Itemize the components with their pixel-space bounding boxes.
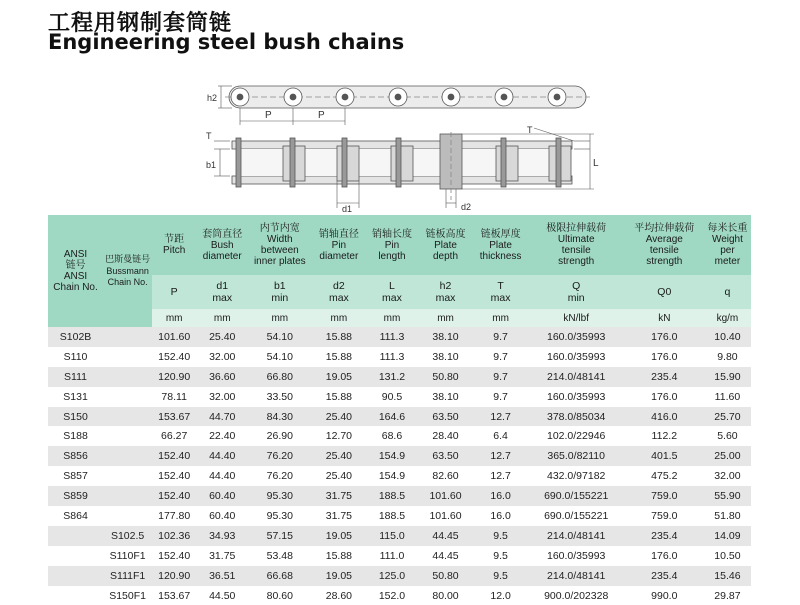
label-pitch-1: P — [265, 110, 272, 121]
bussmann-chain-no: S102.5 — [110, 529, 145, 542]
table-cell: 19.05 — [325, 370, 353, 383]
table-cell: 176.0 — [651, 549, 678, 562]
table-cell: 154.9 — [378, 470, 406, 483]
column-symbol — [528, 275, 625, 309]
table-cell: 176.0 — [651, 330, 678, 343]
table-cell: 80.60 — [266, 589, 293, 602]
symbol-limit: max — [212, 292, 233, 304]
table-cell: 153.67 — [158, 589, 191, 602]
column-header-cn: 平均拉伸载荷 — [634, 223, 695, 234]
symbol-text: d1 — [216, 280, 229, 292]
column-header-en: Pin — [331, 239, 347, 251]
ansi-chain-no: S111 — [64, 370, 88, 383]
table-cell: 28.40 — [432, 430, 459, 443]
table-cell: 154.9 — [378, 450, 406, 463]
table-cell: 50.80 — [432, 569, 459, 582]
column-symbol — [196, 275, 248, 309]
table-cell: 176.0 — [651, 350, 678, 363]
column-header-en: Ultimate — [557, 234, 595, 245]
column-unit: kN — [625, 309, 704, 327]
table-cell: 15.88 — [325, 390, 353, 403]
table-cell: 44.45 — [432, 549, 459, 562]
header-row-symbols — [48, 275, 751, 309]
column-header-cn: 节距 — [164, 234, 185, 245]
column-header-en: per — [720, 245, 735, 256]
table-cell: 176.0 — [651, 390, 678, 403]
table-cell: 759.0 — [651, 509, 678, 522]
ansi-chain-no: S188 — [63, 430, 88, 443]
table-cell: 9.5 — [493, 529, 508, 542]
table-cell: 60.40 — [209, 490, 236, 503]
bussmann-header: 巴斯曼链号 Bussmann Chain No. — [103, 215, 152, 327]
table-cell: 76.20 — [266, 450, 293, 463]
table-cell: 188.5 — [378, 490, 406, 503]
column-header-cn: 极限拉伸载荷 — [546, 223, 607, 234]
column-symbol — [366, 275, 417, 309]
table-cell: 378.0/85034 — [546, 410, 606, 423]
symbol-limit: max — [490, 292, 511, 304]
table-cell: 34.93 — [209, 529, 236, 542]
specification-table — [48, 215, 751, 605]
table-cell: 55.90 — [714, 490, 741, 503]
table-cell: 365.0/82110 — [547, 450, 605, 463]
symbol-text: q — [724, 286, 731, 298]
table-cell: 12.0 — [490, 589, 511, 602]
column-header-en: between — [260, 245, 299, 256]
column-header — [248, 215, 311, 275]
table-cell: 10.50 — [714, 549, 741, 562]
column-header-en: depth — [433, 250, 459, 262]
table-cell: 25.00 — [714, 450, 741, 463]
column-header-en: length — [378, 250, 406, 262]
symbol-text: L — [389, 280, 395, 292]
table-cell: 11.60 — [714, 390, 741, 403]
table-cell: 9.80 — [717, 350, 738, 363]
table-row — [48, 526, 751, 546]
table-cell: 111.0 — [379, 549, 405, 562]
title-chinese: 工程用钢制套筒链 — [48, 11, 233, 36]
table-row — [48, 327, 751, 347]
table-cell: 33.50 — [266, 390, 293, 403]
column-header-cn: 内节内宽 — [259, 223, 300, 234]
table-body — [48, 327, 751, 605]
column-symbol — [152, 275, 196, 309]
table-cell: 475.2 — [651, 470, 678, 483]
symbol-limit: max — [382, 292, 402, 304]
bussmann-chain-no — [103, 486, 152, 506]
table-cell: 111.3 — [379, 350, 405, 363]
table-cell: 101.60 — [158, 330, 191, 343]
header-row-names — [48, 215, 751, 275]
table-cell: 152.40 — [158, 350, 191, 363]
column-header — [474, 215, 528, 275]
label-t-left: T — [206, 131, 212, 141]
table-cell: 152.40 — [158, 490, 191, 503]
table-cell: 432.0/97182 — [546, 470, 606, 483]
table-cell: 102.0/22946 — [546, 430, 606, 443]
table-cell: 29.87 — [714, 589, 741, 602]
column-header-en: diameter — [319, 250, 359, 262]
column-header-en: thickness — [479, 250, 522, 262]
table-row — [48, 347, 751, 367]
column-header-en: Pitch — [163, 245, 186, 256]
table-cell: 235.4 — [651, 569, 678, 582]
symbol-text: h2 — [439, 280, 452, 292]
column-header-en: Bush — [210, 239, 234, 251]
table-cell: 101.60 — [429, 490, 462, 503]
table-cell: 12.70 — [325, 430, 353, 443]
column-header-cn: 链板高度 — [425, 228, 466, 240]
table-cell: 152.40 — [158, 450, 191, 463]
table-cell: 25.70 — [714, 410, 741, 423]
bussmann-chain-no — [103, 367, 152, 387]
table-cell: 28.60 — [325, 589, 353, 602]
label-b1: b1 — [206, 160, 217, 170]
table-cell: 900.0/202328 — [544, 589, 609, 602]
table-cell: 15.88 — [325, 330, 353, 343]
bussmann-chain-no — [103, 407, 152, 427]
table-cell: 235.4 — [651, 370, 678, 383]
symbol-text: b1 — [273, 280, 286, 292]
table-cell: 31.75 — [325, 509, 353, 522]
table-row — [48, 506, 751, 526]
column-symbol — [474, 275, 528, 309]
table-cell: 32.00 — [714, 470, 741, 483]
table-cell: 16.0 — [490, 490, 511, 503]
table-cell: 690.0/155221 — [544, 509, 609, 522]
table-cell: 44.45 — [432, 529, 459, 542]
symbol-limit: max — [328, 292, 349, 304]
column-header — [625, 215, 704, 275]
column-header-cn: 销轴长度 — [371, 228, 412, 240]
title-english: Engineering steel bush chains — [48, 30, 405, 54]
column-unit: mm — [196, 309, 248, 327]
dimension-t-left — [214, 141, 230, 149]
table-cell: 31.75 — [325, 490, 353, 503]
table-cell: 26.90 — [266, 430, 293, 443]
table-row — [48, 367, 751, 387]
column-header — [704, 215, 751, 275]
table-cell: 38.10 — [432, 390, 459, 403]
column-header — [311, 215, 366, 275]
table-cell: 60.40 — [209, 509, 236, 522]
bussmann-chain-no — [103, 446, 152, 466]
column-header-en: strength — [646, 256, 683, 267]
table-cell: 120.90 — [158, 569, 191, 582]
label-d1: d1 — [342, 204, 353, 214]
symbol-limit: min — [271, 292, 289, 304]
table-cell: 416.0 — [651, 410, 678, 423]
symbol-limit: min — [567, 292, 585, 304]
bussmann-chain-no: S110F1 — [109, 549, 146, 562]
chain-side-view — [225, 86, 590, 108]
column-unit: mm — [474, 309, 528, 327]
column-symbol — [417, 275, 473, 309]
table-row — [48, 566, 751, 586]
symbol-text: P — [170, 286, 178, 298]
table-cell: 25.40 — [325, 450, 353, 463]
column-unit: mm — [248, 309, 311, 327]
column-unit: kg/m — [704, 309, 751, 327]
table-cell: 66.27 — [161, 430, 188, 443]
column-header-cn: 套筒直径 — [202, 228, 243, 240]
bussmann-chain-no — [103, 426, 152, 446]
table-cell: 401.5 — [651, 450, 678, 463]
table-cell: 53.48 — [266, 549, 293, 562]
table-cell: 15.46 — [714, 569, 741, 582]
table-cell: 153.67 — [158, 410, 191, 423]
label-t-right: T — [527, 125, 533, 135]
table-cell: 125.0 — [378, 569, 406, 582]
table-cell: 57.15 — [266, 529, 293, 542]
table-cell: 66.68 — [266, 569, 293, 582]
table-cell: 160.0/35993 — [546, 549, 606, 562]
table-cell: 214.0/48141 — [546, 529, 606, 542]
column-unit: mm — [152, 309, 196, 327]
table-cell: 9.7 — [493, 330, 508, 343]
table-cell: 5.60 — [717, 430, 738, 443]
table-cell: 54.10 — [266, 330, 293, 343]
bussmann-chain-no — [103, 506, 152, 526]
ansi-chain-no: S110 — [63, 350, 88, 363]
table-cell: 76.20 — [266, 470, 293, 483]
table-cell: 9.5 — [493, 569, 508, 582]
table-row — [48, 466, 751, 486]
label-d2: d2 — [461, 202, 472, 212]
table-cell: 63.50 — [432, 410, 459, 423]
table-row — [48, 426, 751, 446]
table-cell: 32.00 — [209, 390, 236, 403]
table-cell: 102.36 — [158, 529, 191, 542]
table-cell: 160.0/35993 — [546, 330, 606, 343]
table-cell: 38.10 — [432, 350, 459, 363]
table-cell: 690.0/155221 — [544, 490, 609, 503]
ansi-header: ANSI 链号 ANSI Chain No. — [48, 215, 103, 327]
column-header — [196, 215, 248, 275]
ansi-chain-no — [48, 566, 103, 586]
table-cell: 160.0/35993 — [546, 390, 606, 403]
table-cell: 12.7 — [490, 410, 511, 423]
table-row — [48, 407, 751, 427]
table-cell: 38.10 — [432, 330, 459, 343]
table-cell: 31.75 — [209, 549, 236, 562]
table-cell: 36.60 — [209, 370, 236, 383]
table-cell: 9.5 — [493, 549, 508, 562]
column-header-en: Weight — [711, 234, 743, 245]
table-cell: 95.30 — [266, 509, 293, 522]
ansi-chain-no: S102B — [59, 330, 92, 343]
bussmann-chain-no — [103, 347, 152, 367]
column-header — [417, 215, 473, 275]
table-cell: 19.05 — [325, 529, 353, 542]
table-cell: 990.0 — [651, 589, 678, 602]
table-cell: 15.90 — [714, 370, 741, 383]
bussmann-chain-no: S150F1 — [109, 589, 146, 602]
column-header-cn: 每米长重 — [707, 223, 748, 234]
column-header-en: strength — [558, 256, 595, 267]
chain-top-view — [232, 132, 572, 200]
table-cell: 15.88 — [325, 350, 353, 363]
table-cell: 214.0/48141 — [546, 370, 606, 383]
bussmann-chain-no — [103, 327, 152, 347]
column-header-en: inner plates — [253, 256, 306, 267]
table-cell: 80.00 — [432, 589, 459, 602]
dimension-pitch — [240, 108, 345, 125]
table-cell: 82.60 — [432, 470, 459, 483]
column-symbol — [625, 275, 704, 309]
dimension-b1 — [214, 149, 230, 176]
table-cell: 22.40 — [209, 430, 236, 443]
table-cell: 152.0 — [378, 589, 406, 602]
table-cell: 44.40 — [209, 470, 236, 483]
table-cell: 50.80 — [432, 370, 459, 383]
table-cell: 9.7 — [493, 350, 508, 363]
column-unit: mm — [366, 309, 417, 327]
symbol-text: Q — [572, 280, 581, 292]
table-cell: 6.4 — [493, 430, 508, 443]
table-cell: 120.90 — [158, 370, 191, 383]
table-row — [48, 586, 751, 605]
label-l: L — [593, 158, 599, 169]
table-cell: 95.30 — [266, 490, 293, 503]
ansi-chain-no — [48, 526, 103, 546]
table-cell: 66.80 — [266, 370, 293, 383]
table-cell: 44.50 — [209, 589, 236, 602]
column-unit: kN/lbf — [528, 309, 625, 327]
table-cell: 16.0 — [490, 509, 511, 522]
column-header-en: Plate — [434, 239, 457, 251]
table-cell: 111.3 — [379, 330, 405, 343]
table-cell: 235.4 — [651, 529, 678, 542]
table-cell: 90.5 — [381, 390, 403, 403]
table-cell: 14.09 — [714, 529, 741, 542]
table-cell: 51.80 — [714, 509, 741, 522]
column-header-en: diameter — [202, 250, 242, 262]
table-cell: 115.0 — [379, 529, 405, 542]
bussmann-chain-no — [103, 387, 152, 407]
column-header-en: Average — [645, 234, 683, 245]
column-header-en: tensile — [649, 245, 679, 256]
column-symbol — [248, 275, 311, 309]
symbol-text: Q0 — [657, 286, 672, 298]
table-cell: 44.70 — [209, 410, 236, 423]
column-unit: mm — [311, 309, 366, 327]
table-cell: 9.7 — [493, 370, 508, 383]
bussmann-chain-no — [103, 466, 152, 486]
column-header-cn: 销轴直径 — [318, 228, 359, 240]
table-cell: 101.60 — [429, 509, 462, 522]
chain-diagram — [0, 0, 800, 215]
table-cell: 44.40 — [209, 450, 236, 463]
table-cell: 78.11 — [161, 390, 187, 403]
table-cell: 152.40 — [158, 549, 191, 562]
table-row — [48, 387, 751, 407]
table-cell: 164.6 — [378, 410, 406, 423]
table-row — [48, 486, 751, 506]
column-header-en: Pin — [384, 239, 400, 251]
table-cell: 9.7 — [493, 390, 508, 403]
ansi-chain-no: S856 — [63, 450, 88, 463]
table-cell: 188.5 — [378, 509, 406, 522]
ansi-chain-no: S859 — [63, 490, 88, 503]
table-cell: 160.0/35993 — [546, 350, 606, 363]
symbol-text: d2 — [333, 280, 345, 292]
column-header — [366, 215, 417, 275]
column-header-en: Plate — [489, 239, 512, 251]
table-row — [48, 446, 751, 466]
label-pitch-2: P — [318, 110, 325, 121]
ansi-chain-no: S131 — [63, 390, 88, 403]
table-cell: 759.0 — [651, 490, 678, 503]
column-symbol — [704, 275, 751, 309]
table-cell: 112.2 — [651, 430, 678, 443]
symbol-limit: max — [435, 292, 456, 304]
ansi-chain-no — [48, 586, 103, 605]
label-h2: h2 — [207, 93, 218, 103]
table-cell: 25.40 — [325, 410, 353, 423]
column-unit: mm — [417, 309, 473, 327]
column-header-en: tensile — [561, 245, 591, 256]
column-header-cn: 链板厚度 — [480, 228, 521, 240]
column-header-en: meter — [714, 256, 741, 267]
ansi-chain-no: S150 — [63, 410, 88, 423]
symbol-text: T — [497, 280, 504, 292]
bussmann-chain-no: S111F1 — [110, 569, 146, 582]
table-cell: 12.7 — [490, 450, 511, 463]
table-cell: 25.40 — [209, 330, 236, 343]
table-cell: 84.30 — [266, 410, 293, 423]
table-cell: 36.51 — [209, 569, 236, 582]
table-cell: 12.7 — [490, 470, 511, 483]
table-cell: 54.10 — [266, 350, 293, 363]
table-cell: 19.05 — [325, 569, 353, 582]
table-cell: 10.40 — [714, 330, 741, 343]
ansi-chain-no: S864 — [63, 509, 88, 522]
table-cell: 25.40 — [325, 470, 353, 483]
table-cell: 152.40 — [158, 470, 191, 483]
column-header-en: Width — [267, 234, 293, 245]
table-cell: 15.88 — [325, 549, 353, 562]
table-cell: 131.2 — [378, 370, 406, 383]
table-cell: 177.80 — [158, 509, 191, 522]
table-cell: 214.0/48141 — [546, 569, 606, 582]
column-symbol — [311, 275, 366, 309]
column-header — [152, 215, 196, 275]
header-row-units — [48, 309, 751, 327]
column-header — [528, 215, 625, 275]
table-cell: 63.50 — [432, 450, 459, 463]
table-cell: 68.6 — [381, 430, 403, 443]
ansi-chain-no: S857 — [63, 470, 88, 483]
table-cell: 32.00 — [209, 350, 236, 363]
